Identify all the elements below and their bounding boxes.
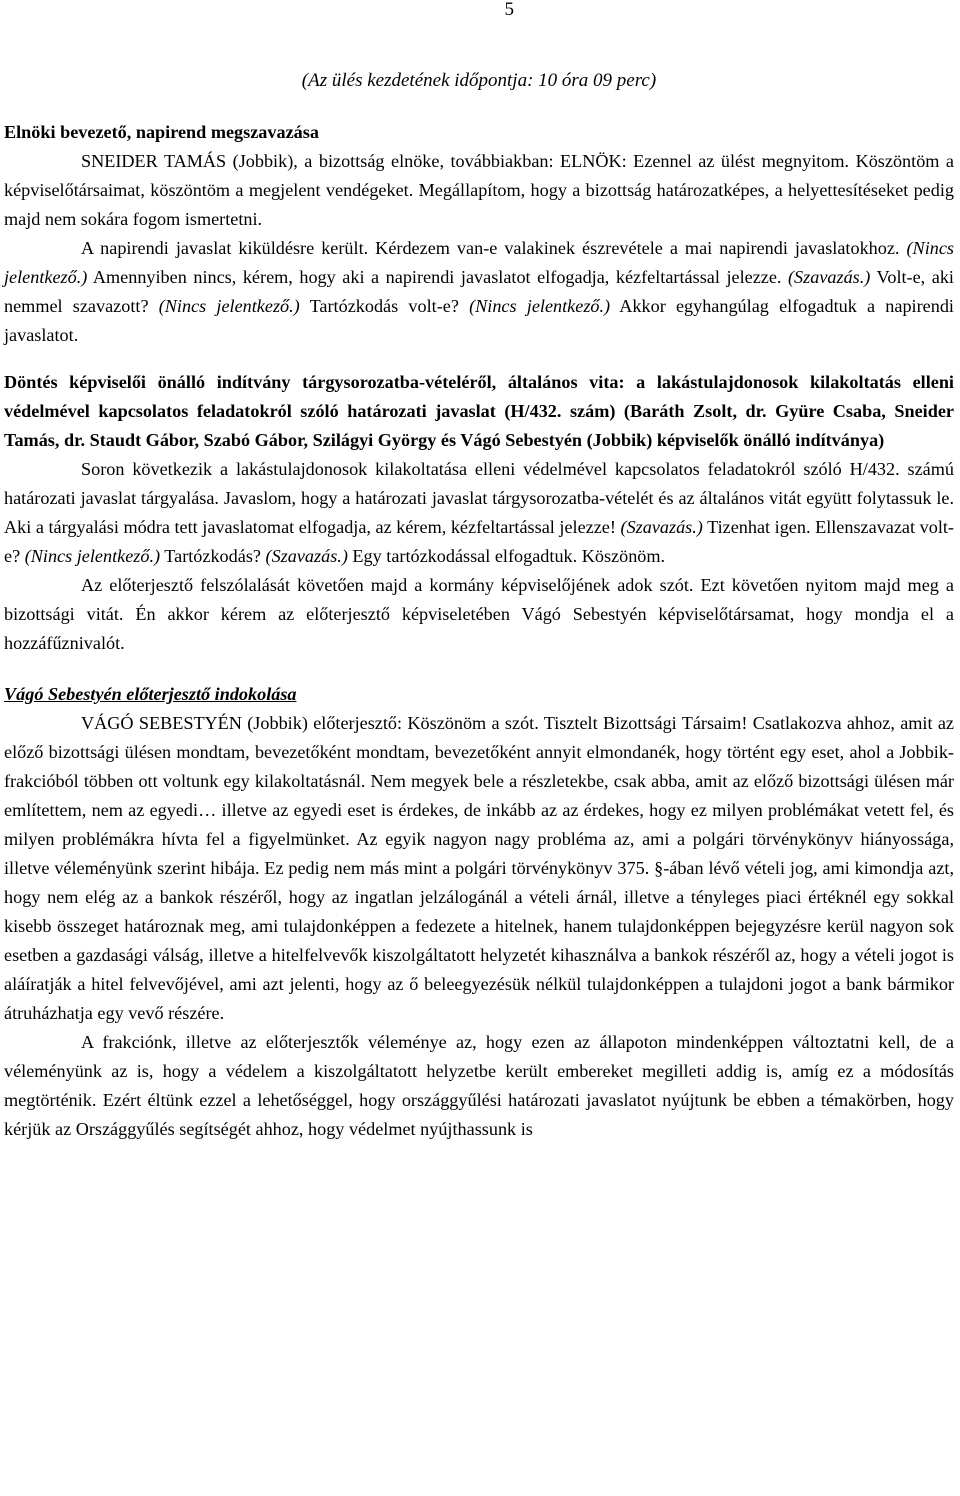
text-run: Akkor egyhangúlag elfogadtuk a napirendi javaslatot.: [4, 296, 954, 345]
speech-paragraph-2: A frakciónk, illetve az előterjesztők véleménye az, hogy ezen az állapoton mindenképpen változtatni kell, de a véleményünk az is, hogy a védelem a kiszolgáltatott helyzetbe került embereket megilleti addig is, amíg ez a módosítás megtörténik. Ezért éltünk ezzel a lehetőséggel, hogy országgyűlési határozati javaslatot nyújtunk be ebben a témakörben, hogy kérjük az Országgyűlés segítségét ahhoz, hogy védelmet nyújthassunk is: [4, 1032, 954, 1139]
stage-direction: (Szavazás.): [788, 267, 871, 287]
page-number: 5: [504, 0, 514, 20]
section-title-opening: Elnöki bevezető, napirend megszavazása: [4, 122, 319, 142]
stage-direction: (Nincs jelentkező.): [24, 546, 161, 566]
session-start-note: (Az ülés kezdetének időpontja: 10 óra 09 perc): [301, 70, 657, 91]
section-title-speaker: Vágó Sebestyén előterjesztő indokolása: [4, 684, 297, 704]
text-run: Tartózkodás?: [160, 546, 266, 566]
speech-paragraph-1: VÁGÓ SEBESTYÉN (Jobbik) előterjesztő: Köszönöm a szót. Tisztelt Bizottsági Társaim! Csatlakozva ahhoz, amit az előző bizottsági ülésen mondtam, bevezetőként mondtam, bevezetőként annyit elmondanék, hogy történt egy eset, ahol a Jobbik-frakcióból többen ott voltunk egy kilakoltatásnál. Nem megyek bele a részletekbe, csak abba, amit az előző bizottsági ülésen már említettem, nem az egyedi… illetve az egyedi eset is érdekes, de inkább az az érdekes, hogy ez milyen problémákat vetett fel, és milyen problémákra hívta fel a figyelmünket. Az egyik nagyon nagy probléma az, ami a polgári törvénykönyv hiányossága, illetve véleményünk szerint hibája. Ez pedig nem más mint a polgári törvénykönyv 375. §-ában lévő vételi jog, ami kimondja azt, hogy nem elég az a bankok részéről, hogy az ingatlan jelzálogánál a vételi árnál, illetve a tényleges piaci értéknél egy sokkal kisebb összeget határoznak meg, ami tulajdonképpen a fedezete a hitelnek, hanem tulajdonképpen bejegyzésre kerül nagyon sok esetben a gazdasági válság, illetve a hitelfelvevők kiszolgáltatott helyzetét kihasználva a bankok részéről az, hogy a vételi jogot is aláíratják a hitel felvevőjével, ami azt jelenti, hogy az ő beleegyezésük nélkül tulajdonképpen a tulajdoni jogot a bank bármikor átruházhatja egy vevő részére.: [4, 713, 954, 1023]
text-run: Tartózkodás volt-e?: [299, 296, 470, 316]
text-run: Volt-e, aki nemmel szavazott?: [4, 267, 954, 316]
stage-direction: (Szavazás.): [265, 546, 348, 566]
stage-direction: (Nincs jelentkező.): [158, 296, 300, 316]
agenda-item-paragraph: [4, 455, 954, 571]
text-run: Tizenhat igen. Ellenszavazat volt-e?: [4, 517, 954, 566]
procedure-paragraph: Az előterjesztő felszólalását követően majd a kormány képviselőjének adok szót. Ezt követően nyitom majd meg a bizottsági vitát. Én akkor kérem az előterjesztő képviseletében Vágó Sebestyén képviselőtársamat, hogy mondja el a hozzáfűznivalót.: [4, 575, 954, 653]
agenda-vote-paragraph: [4, 234, 954, 350]
text-run: Amennyiben nincs, kérem, hogy aki a napirendi javaslatot elfogadja, kézfeltartással jelezze.: [87, 267, 788, 287]
section-title-agenda-item: Döntés képviselői önálló indítvány tárgysorozatba-vételéről, általános vita: a lakástulajdonosok kilakoltatás elleni védelmével kapcsolatos feladatokról szóló határozati javaslat (H/432. szám) (Baráth Zsolt, dr. Gyüre Csaba, Sneider Tamás, dr. Staudt Gábor, Szabó Gábor, Szilágyi György és Vágó Sebestyén (Jobbik) képviselők önálló indítványa): [4, 372, 954, 450]
document-content: [4, 66, 954, 1144]
text-run: Soron következik a lakástulajdonosok kilakoltatása elleni védelmével kapcsolatos feladatokról szóló H/432. számú határozati javaslat tárgyalása. Javaslom, hogy a határozati javaslat tárgysorozatba-vételét és az általános vitát együtt folytassuk le. Aki a tárgyalási módra tett javaslatomat elfogadja, az kérem, kézfeltartással jelezze!: [4, 459, 954, 537]
text-run: Egy tartózkodással elfogadtuk. Köszönöm.: [347, 546, 666, 566]
text-run: A napirendi javaslat kiküldésre került. Kérdezem van-e valakinek észrevétele a mai napirendi javaslatokhoz.: [81, 238, 907, 258]
stage-direction: (Nincs jelentkező.): [4, 238, 954, 287]
chair-opening-paragraph: SNEIDER TAMÁS (Jobbik), a bizottság elnöke, továbbiakban: ELNÖK: Ezennel az ülést megnyitom. Köszöntöm a képviselőtársaimat, köszöntöm a megjelent vendégeket. Megállapítom, hogy a bizottság határozatképes, a helyettesítéseket pedig majd nem sokára fogom ismertetni.: [4, 151, 954, 229]
stage-direction: (Szavazás.): [620, 517, 703, 537]
stage-direction: (Nincs jelentkező.): [469, 296, 611, 316]
